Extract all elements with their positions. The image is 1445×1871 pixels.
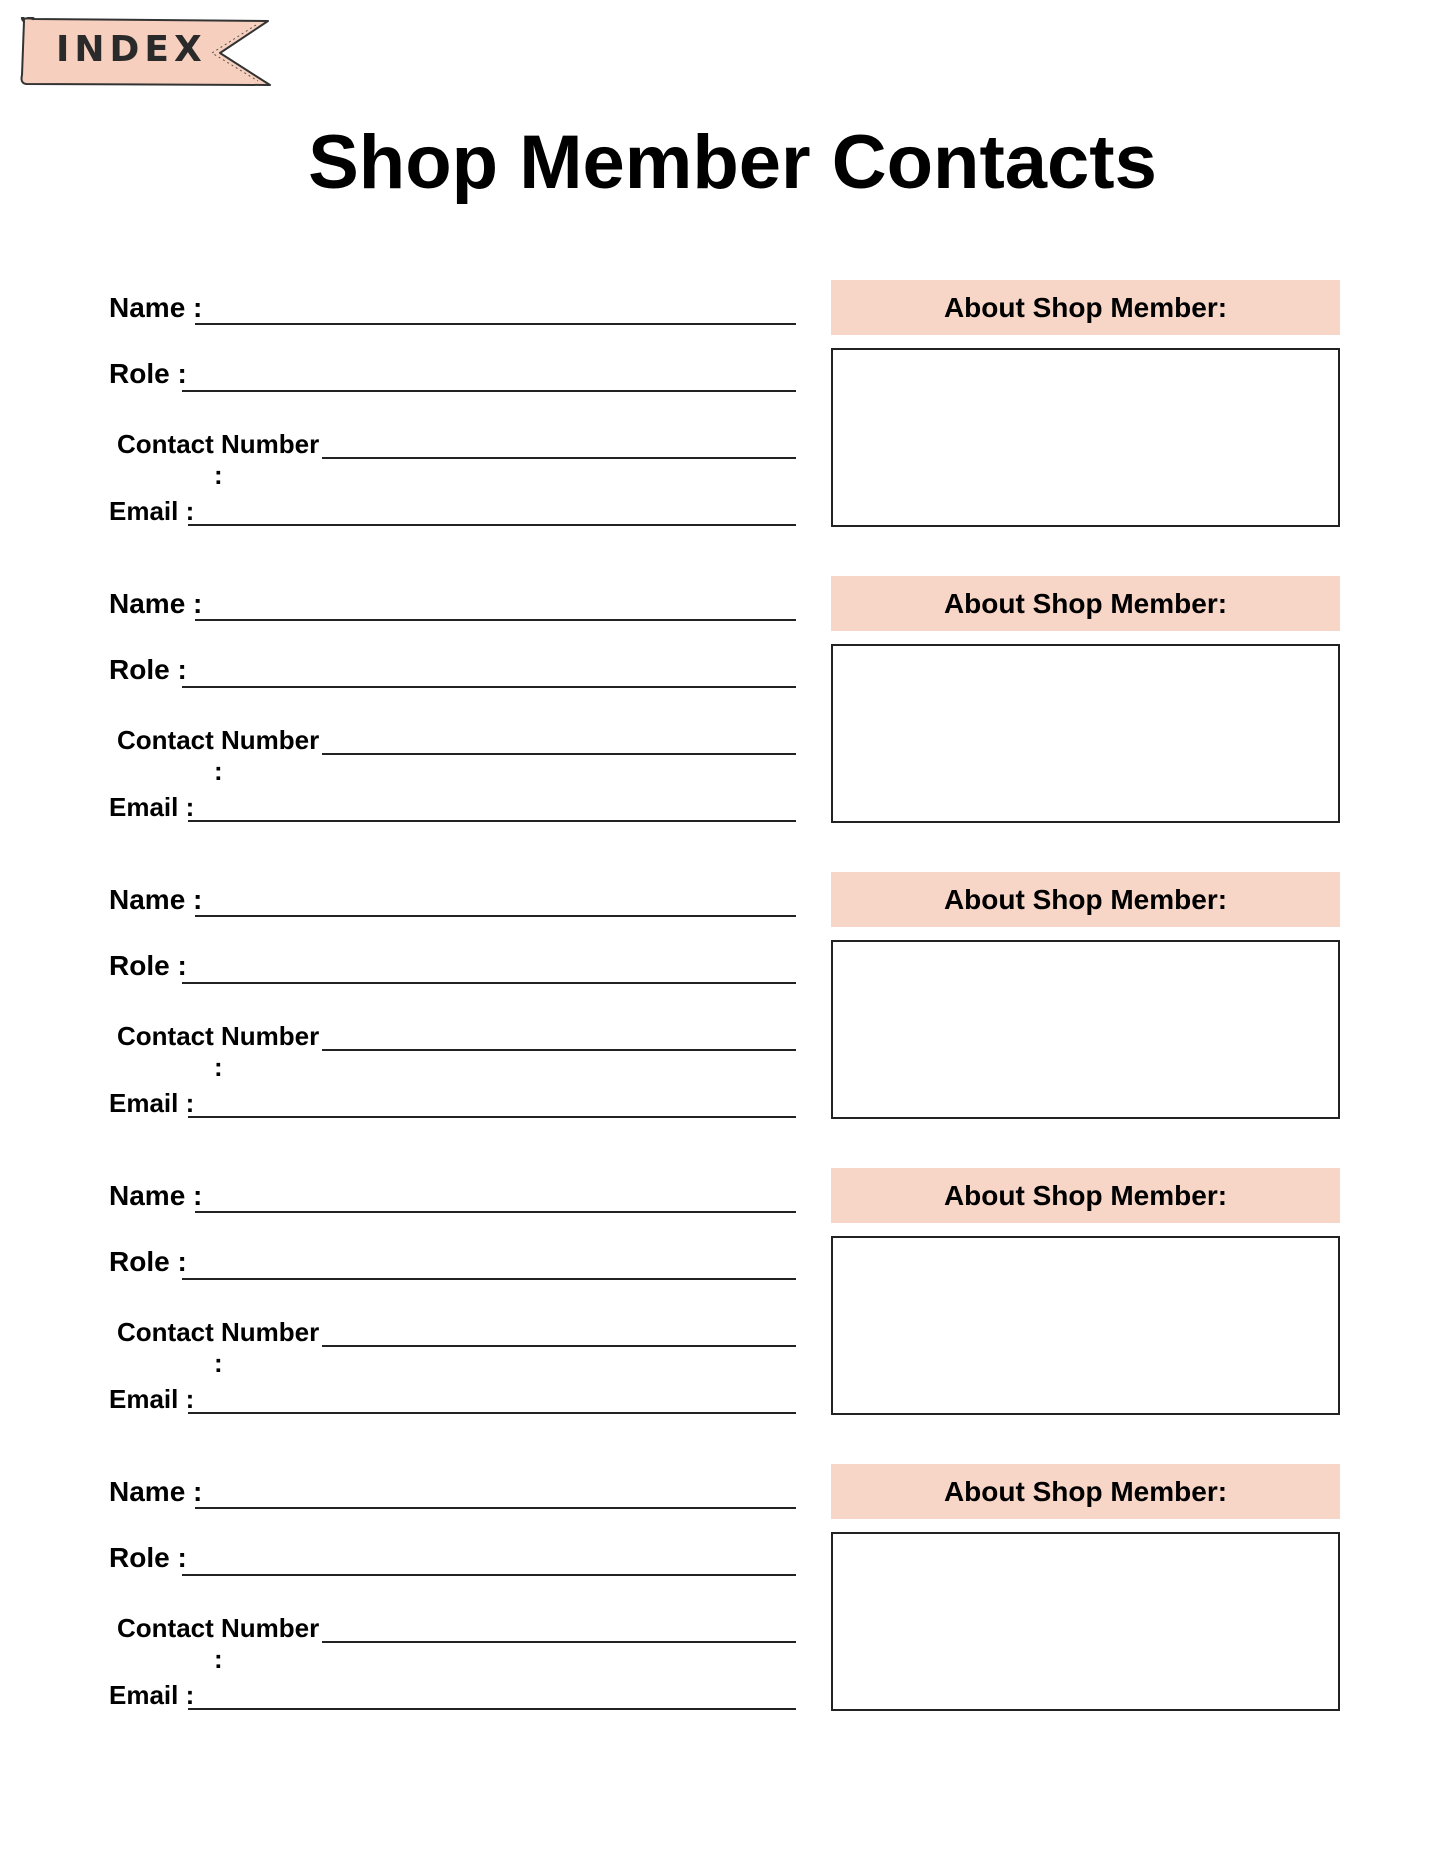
email-label: Email : bbox=[109, 1384, 195, 1414]
contact-number-input-line[interactable] bbox=[322, 1641, 796, 1643]
member-contact-entry bbox=[0, 1464, 1445, 1714]
name-input-line[interactable] bbox=[195, 1211, 796, 1213]
contact-number-input-line[interactable] bbox=[322, 753, 796, 755]
about-shop-member-header: About Shop Member: bbox=[831, 280, 1340, 335]
email-label: Email : bbox=[109, 792, 195, 822]
role-label: Role : bbox=[109, 654, 187, 685]
contact-number-input-line[interactable] bbox=[322, 457, 796, 459]
role-input-line[interactable] bbox=[182, 390, 796, 392]
about-shop-member-textbox[interactable] bbox=[831, 644, 1340, 823]
about-shop-member-textbox[interactable] bbox=[831, 1532, 1340, 1711]
contact-number-colon: : bbox=[214, 1644, 223, 1674]
email-input-line[interactable] bbox=[188, 524, 796, 526]
name-input-line[interactable] bbox=[195, 619, 796, 621]
member-contact-entry bbox=[0, 872, 1445, 1122]
contact-number-colon: : bbox=[214, 756, 223, 786]
index-tab-button[interactable] bbox=[20, 17, 272, 87]
contact-number-colon: : bbox=[214, 1348, 223, 1378]
role-input-line[interactable] bbox=[182, 686, 796, 688]
email-label: Email : bbox=[109, 1680, 195, 1710]
contact-number-input-line[interactable] bbox=[322, 1345, 796, 1347]
contact-number-colon: : bbox=[214, 1052, 223, 1082]
page-title: Shop Member Contacts bbox=[308, 120, 1157, 205]
about-shop-member-textbox[interactable] bbox=[831, 940, 1340, 1119]
role-label: Role : bbox=[109, 358, 187, 389]
email-label: Email : bbox=[109, 1088, 195, 1118]
name-label: Name : bbox=[109, 292, 203, 323]
email-label: Email : bbox=[109, 496, 195, 526]
contact-number-colon: : bbox=[214, 460, 223, 490]
contact-number-label: Contact Number bbox=[117, 1317, 320, 1347]
role-label: Role : bbox=[109, 1542, 187, 1573]
name-label: Name : bbox=[109, 588, 203, 619]
contact-number-label: Contact Number bbox=[117, 1021, 320, 1051]
name-input-line[interactable] bbox=[195, 915, 796, 917]
about-shop-member-textbox[interactable] bbox=[831, 348, 1340, 527]
email-input-line[interactable] bbox=[188, 1116, 796, 1118]
about-shop-member-header: About Shop Member: bbox=[831, 576, 1340, 631]
member-contact-entry bbox=[0, 1168, 1445, 1418]
about-shop-member-header: About Shop Member: bbox=[831, 872, 1340, 927]
role-input-line[interactable] bbox=[182, 1278, 796, 1280]
about-shop-member-header: About Shop Member: bbox=[831, 1464, 1340, 1519]
index-tab-label: INDEX bbox=[56, 29, 207, 70]
contact-number-label: Contact Number bbox=[117, 725, 320, 755]
name-input-line[interactable] bbox=[195, 1507, 796, 1509]
role-label: Role : bbox=[109, 950, 187, 981]
name-label: Name : bbox=[109, 1180, 203, 1211]
role-label: Role : bbox=[109, 1246, 187, 1277]
contact-number-label: Contact Number bbox=[117, 429, 320, 459]
contact-number-input-line[interactable] bbox=[322, 1049, 796, 1051]
about-shop-member-header: About Shop Member: bbox=[831, 1168, 1340, 1223]
role-input-line[interactable] bbox=[182, 1574, 796, 1576]
email-input-line[interactable] bbox=[188, 1708, 796, 1710]
about-shop-member-textbox[interactable] bbox=[831, 1236, 1340, 1415]
member-contact-entry bbox=[0, 576, 1445, 826]
email-input-line[interactable] bbox=[188, 820, 796, 822]
role-input-line[interactable] bbox=[182, 982, 796, 984]
name-label: Name : bbox=[109, 1476, 203, 1507]
name-input-line[interactable] bbox=[195, 323, 796, 325]
name-label: Name : bbox=[109, 884, 203, 915]
contact-number-label: Contact Number bbox=[117, 1613, 320, 1643]
member-contact-entry bbox=[0, 280, 1445, 530]
email-input-line[interactable] bbox=[188, 1412, 796, 1414]
